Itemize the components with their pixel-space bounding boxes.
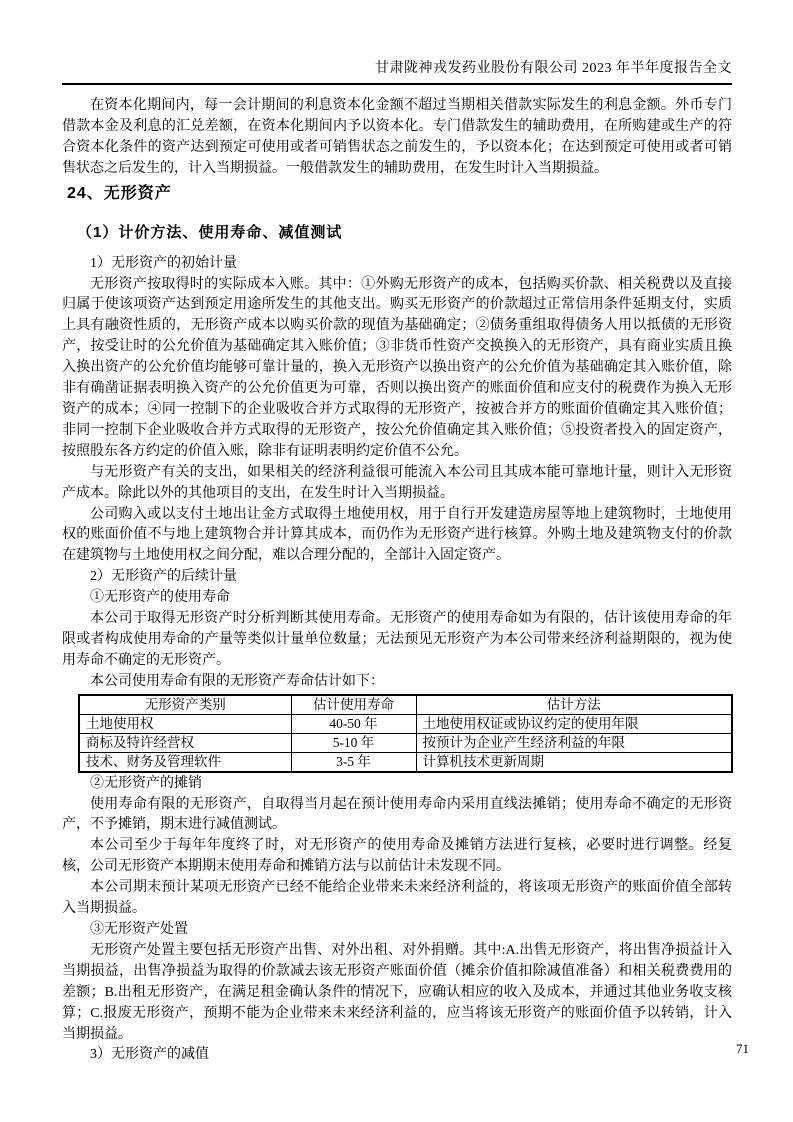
paragraph-amortization: 使用寿命有限的无形资产，自取得当月起在预计使用寿命内采用直线法摊销；使用寿命不确定的无形资产，不予摊销，期末进行减值测试。 — [62, 796, 732, 833]
paragraph-annual-review: 本公司至少于每年年度终了时，对无形资产的使用寿命及摊销方法进行复核，必要时进行调整。经复核，公司无形资产本期期末使用寿命和摊销方法与以前估计未发现不同。 — [62, 838, 732, 875]
paragraph-initial-measurement: 无形资产按取得时的实际成本入账。其中：①外购无形资产的成本，包括购买价款、相关税费以及直接归属于使该项资产达到预定用途所发生的其他支出。购买无形资产的价款超过正常信用条件延期支付，实质上具有融资性质的，无形资产成本以购买价款的现值为基础确定；②债务重组取得债务人用以抵债的无形资产，按受让时的公允价值为基础确定其入账价值；③非货币性资产交换换入的无形资产，具有商业实质且换入换出资产的公允价值均能够可靠计量的，换入无形资产以换出资产的公允价值为基础确定其入账价值，除非有确凿证据表明换入资产的公允价值更为可靠，否则以换出资产的账面价值和应支付的税费作为换入无形资产的成本；④同一控制下的企业吸收合并方式取得的无形资产，按被合并方的账面价值确定其入账价值；非同一控制下企业吸收合并方式取得的无形资产，按公允价值确定其入账价值；⑤投资者投入的固定资产，按照股东各方约定的价值入账，除非有证明表明约定价值不公允。 — [62, 276, 732, 459]
paragraph-useful-life: 本公司于取得无形资产时分析判断其使用寿命。无形资产的使用寿命如为有限的，估计该使用寿命的年限或者构成使用寿命的产量等类似计量单位数量；无法预见无形资产为本公司带来经济利益期限的，视为使用寿命不确定的无形资产。 — [62, 611, 732, 668]
table-cell-method: 按预计为企业产生经济利益的年限 — [416, 733, 732, 752]
paragraph-capitalization: 在资本化期间内，每一会计期间的利息资本化金额不超过当期相关借款实际发生的利息金额。外币专门借款本金及利息的汇兑差额，在资本化期间内予以资本化。专门借款发生的辅助费用，在所购建或生产的符合资本化条件的资产达到预定可使用或者可销售状态之前发生的，予以资本化；在达到预定可使用或者可销售状态之后发生的，计入当期损益。一般借款发生的辅助费用，在发生时计入当期损益。 — [62, 98, 732, 176]
table-header-row — [79, 695, 732, 715]
paragraph-related-expense: 与无形资产有关的支出，如果相关的经济利益很可能流入本公司且其成本能可靠地计量，则计入无形资产成本。除此以外的其他项目的支出，在发生时计入当期损益。 — [62, 464, 732, 501]
table-header-estimation-method: 估计方法 — [416, 695, 732, 715]
list-item-impairment: 3）无形资产的减值 — [90, 1047, 209, 1063]
table-cell-method: 土地使用权证或协议约定的使用年限 — [416, 714, 732, 733]
table-cell-life: 40-50 年 — [291, 714, 416, 733]
useful-life-table — [78, 694, 733, 773]
table-cell-category: 技术、财务及管理软件 — [79, 752, 291, 772]
doc-header — [62, 60, 732, 85]
table-row-software — [79, 752, 732, 772]
page-number: 71 — [736, 1041, 749, 1056]
list-item-subsequent-measurement: 2）无形资产的后续计量 — [90, 569, 237, 585]
table-cell-life: 3-5 年 — [291, 752, 416, 772]
list-item-disposal: ③无形资产处置 — [90, 922, 188, 937]
table-row-land-use-right — [79, 714, 732, 733]
table-header-estimated-life: 估计使用寿命 — [291, 695, 416, 715]
list-item-amortization: ②无形资产的摊销 — [90, 775, 202, 791]
table-row-trademark — [79, 733, 732, 752]
table-header-category: 无形资产类别 — [79, 695, 291, 715]
list-item-useful-life: ①无形资产的使用寿命 — [90, 590, 230, 606]
paragraph-disposal: 无形资产处置主要包括无形资产出售、对外出租、对外捐赠。其中:A.出售无形资产，将出售净损益计入当期损益，出售净损益为取得的价款减去该无形资产账面价值（摊余价值扣除减值准备）和相关税费费用的差额；B.出租无形资产，在满足租金确认条件的情况下，应确认相应的收入及成本，并通过其他业务收支核算；C.报废无形资产，预期不能为企业带来未来经济利益的，应当将该无形资产的账面价值予以转销，计入当期损益。 — [62, 942, 732, 1042]
doc-header-title: 甘肃陇神戎发药业股份有限公司 2023 年半年度报告全文 — [375, 61, 732, 76]
table-cell-category: 商标及特许经营权 — [79, 733, 291, 752]
paragraph-derecognition: 本公司期末预计某项无形资产已经不能给企业带来未来经济利益的，将该项无形资产的账面价值全部转入当期损益。 — [62, 880, 732, 917]
subsection-heading-valuation-method: （1）计价方法、使用寿命、减值测试 — [77, 223, 343, 241]
paragraph-table-intro: 本公司使用寿命有限的无形资产寿命估计如下： — [90, 673, 384, 689]
section-heading-intangible-assets: 24、无形资产 — [67, 184, 172, 202]
table-cell-category: 土地使用权 — [79, 714, 291, 733]
paragraph-land-use-right: 公司购入或以支付土地出让金方式取得土地使用权，用于自行开发建造房屋等地上建筑物时，土地使用权的账面价值不与地上建筑物合并计算其成本，而仍作为无形资产进行核算。外购土地及建筑物支付的价款在建筑物与土地使用权之间分配，难以合理分配的，全部计入固定资产。 — [62, 506, 732, 564]
table-cell-life: 5-10 年 — [291, 733, 416, 752]
table-cell-method: 计算机技术更新周期 — [416, 752, 732, 772]
list-item-initial-measurement: 1）无形资产的初始计量 — [90, 255, 237, 271]
